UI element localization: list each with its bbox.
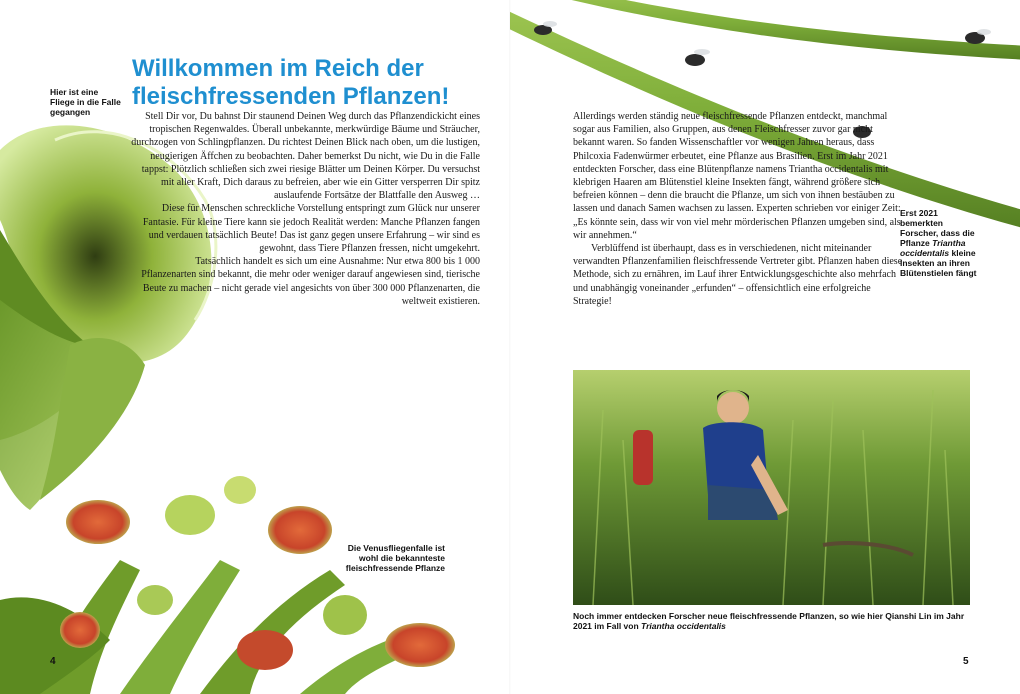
- caption-triantha-stems: Erst 2021 bemerkten Forscher, dass die Pflanze Triantha occidentalis kleine Insekten an ihren Blütenstielen fängt: [900, 208, 977, 278]
- left-body-text: [130, 110, 480, 308]
- caption-fly-in-trap: Hier ist eine Fliege in die Falle gegangen: [50, 87, 121, 117]
- right-paragraph-1: Allerdings werden ständig neue fleischfressende Pflanzen entdeckt, manchmal sogar aus Familien, also Gruppen, aus denen Fleischfresser zuvor gar nicht bekannt waren. So fanden Wissenschaftler vor wenigen Jahren heraus, dass Philcoxia Fadenwürmer erbeutet, eine Pflanze aus Brasilien. Erst im Jahr 2021 entdeckten Forscher, dass eine Blütenpflanze namens Triantha occidentalis mit klebrigen Haaren am Blütenstiel kleine Insekten fängt, während größere sich befreien können – denn die braucht die Pflanze, um sich von ihnen bestäuben zu lassen und danach Samen wachsen zu lassen. Experten schrieben vor einiger Zeit: „Es könnte sein, dass wir von viel mehr mörderischen Pflanzen umgeben sind, als wir annehmen.“: [573, 111, 901, 241]
- page-number-right: 5: [963, 656, 969, 667]
- caption-researcher-photo: Noch immer entdecken Forscher neue fleischfressende Pflanzen, so wie hier Qianshi Lin im Jahr 2021 im Fall von Triantha occidentalis: [573, 611, 965, 631]
- right-paragraph-2: Verblüffend ist überhaupt, dass es in verschiedenen, nicht miteinander verwandten Pflanzenfamilien fleischfressende Vertreter gibt. Pflanzen haben diese Methode, sich zu ernähren, im Lauf ihrer Entwicklungsgeschichte also mehrfach und unabhängig voneinander „erfunden“ – offensichtlich eine erfolgreiche Strategie!: [573, 243, 903, 307]
- left-paragraph-3: Tatsächlich handelt es sich um eine Ausnahme: Nur etwa 800 bis 1 000 Pflanzenarten sind bekannt, die mehr oder weniger darauf angewiesen sind, tierische Beute zu machen – nicht gerade viel angesichts von über 300 000 Pflanzenarten, die weltweit existieren.: [141, 256, 480, 307]
- left-paragraph-2: Diese für Menschen schreckliche Vorstellung entspringt zum Glück nur unserer Fantasie. Für kleine Tiere kann sie jedoch Realität werden: Manche Pflanzen fangen und verdauen tatsächlich Beute! Das ist ganz gegen unsere Erfahrung – wir sind es gewohnt, dass Tiere Pflanzen fressen, nicht umgekehrt.: [142, 203, 480, 255]
- researcher-photo: [573, 370, 970, 605]
- left-paragraph-1: Stell Dir vor, Du bahnst Dir staunend Deinen Weg durch das Pflanzendickicht eines tropischen Regenwaldes. Überall unbekannte, merkwürdige Bäume und Sträucher, durchzogen von Schlingpflanzen. Du richtest Deinen Blick nach oben, um die lustigen, neugierigen Äffchen zu beobachten. Daher bemerkst Du nicht, wie Du in die Falle tappst: Plötzlich schließen sich zwei riesige Blätter um Deinen Körper. Du versuchst mit aller Kraft, Dich daraus zu befreien, aber wie ein Gitter versperren Dir spitz auslaufende Fortsätze der Blattfalle den Ausweg …: [131, 111, 480, 202]
- right-body-text: [573, 110, 903, 308]
- caption-venus-flytrap: Die Venusfliegenfalle ist wohl die bekannteste fleischfressende Pflanze: [345, 543, 445, 573]
- page-fold: [509, 0, 511, 694]
- page-number-left: 4: [50, 656, 56, 667]
- page-title: Willkommen im Reich der fleischfressenden Pflanzen!: [132, 55, 450, 110]
- researcher-photo-illustration: [573, 370, 970, 605]
